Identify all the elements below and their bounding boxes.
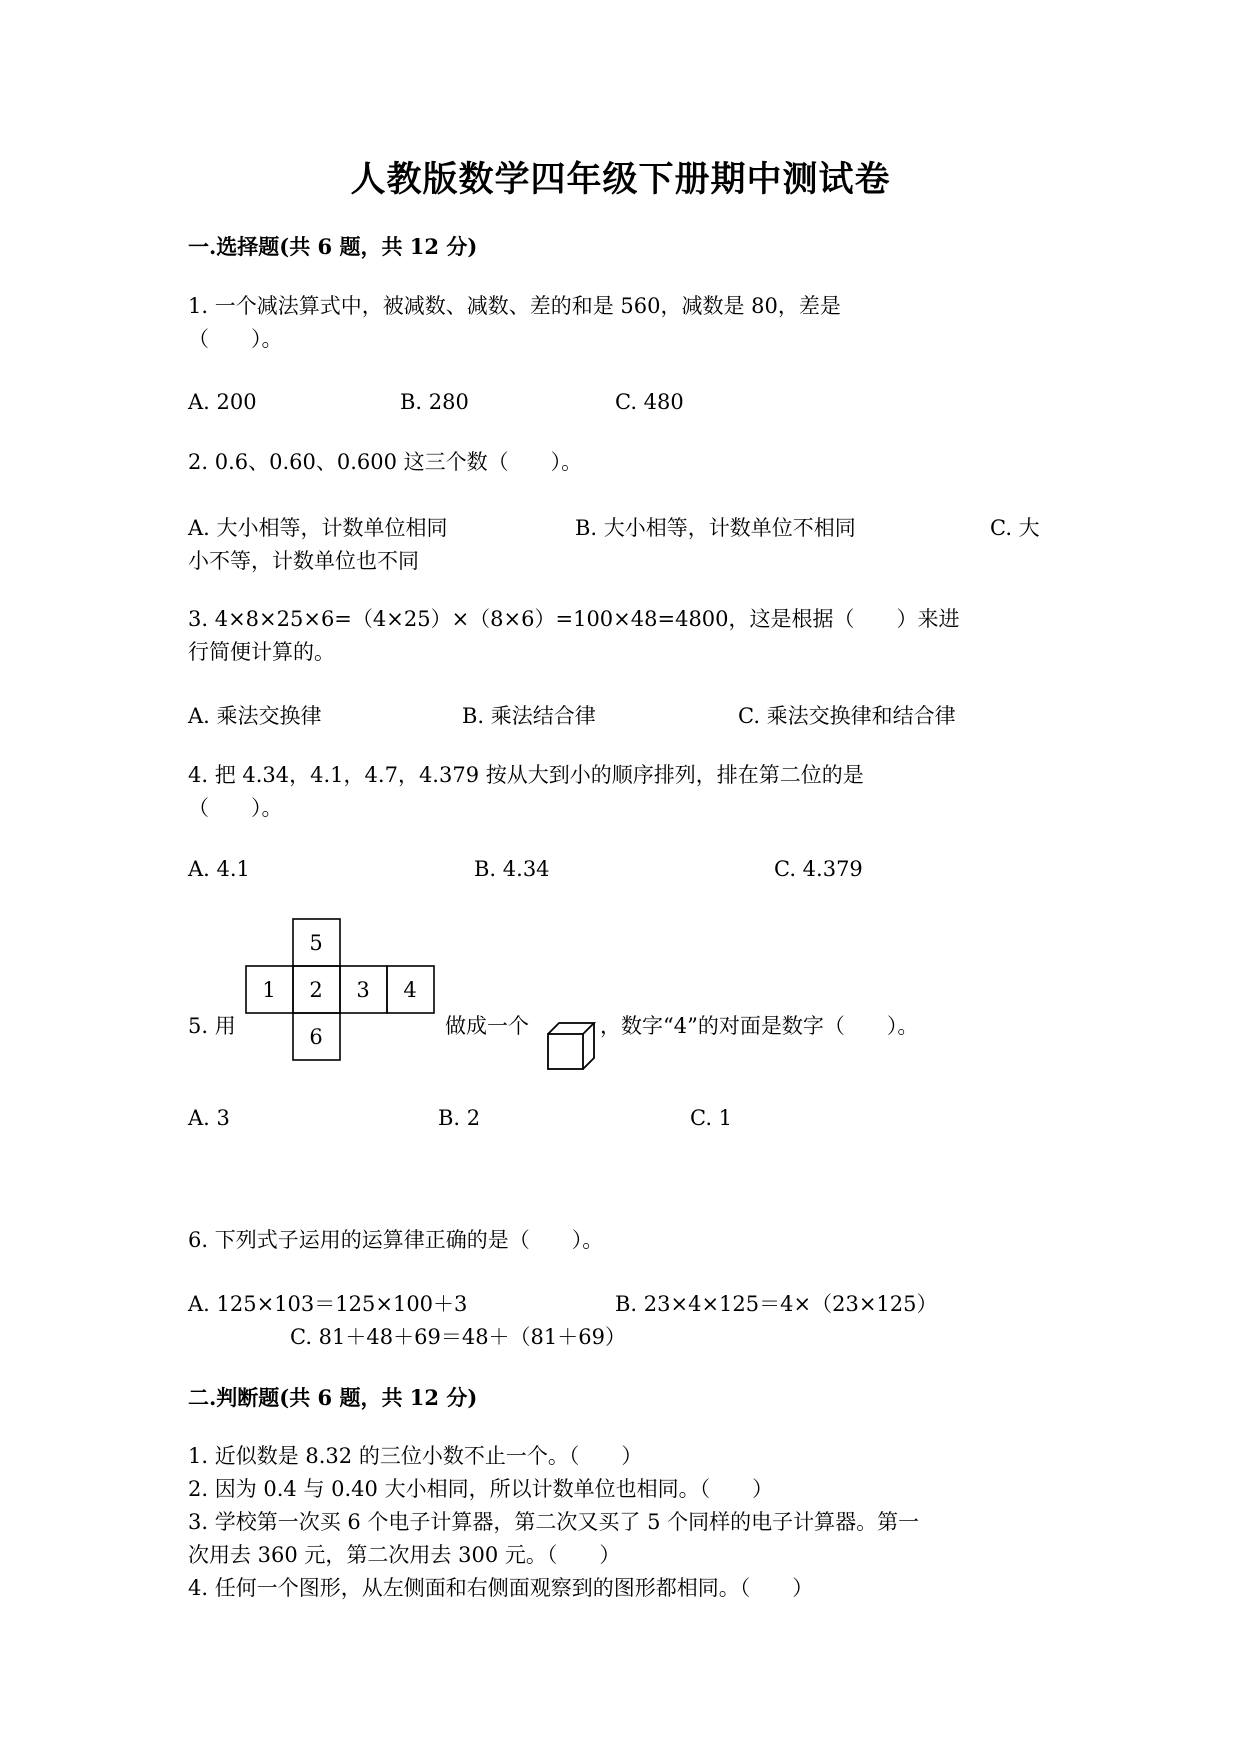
net-label-6: 6 [309,1025,323,1049]
question-5-option-c: C. 1 [690,1106,733,1130]
question-3-option-a: A. 乘法交换律 [188,704,322,728]
question-2-option-b: B. 大小相等，计数单位不相同 [575,516,856,540]
question-5-suffix: ，数字“4”的对面是数字（ ）。 [600,1014,919,1038]
cube-net-figure [245,918,441,1065]
net-label-1: 1 [262,978,276,1002]
section-heading-choice: 一.选择题(共 6 题，共 12 分) [188,234,478,259]
question-5-option-a: A. 3 [188,1106,230,1130]
page-title: 人教版数学四年级下册期中测试卷 [350,160,891,200]
question-5-prefix: 5. 用 [188,1014,236,1038]
question-3-option-c: C. 乘法交换律和结合律 [738,704,956,728]
question-1-option-a: A. 200 [188,390,257,414]
net-label-3: 3 [356,978,370,1002]
net-label-2: 2 [309,978,323,1002]
judgment-item-4: 4. 任何一个图形，从左侧面和右侧面观察到的图形都相同。（ ） [188,1576,814,1600]
question-6-option-c: C. 81＋48＋69＝48＋（81＋69） [290,1325,626,1349]
question-1-option-b: B. 280 [400,390,469,414]
question-4-option-a: A. 4.1 [188,857,250,881]
judgment-item-2: 2. 因为 0.4 与 0.40 大小相同，所以计数单位也相同。（ ） [188,1477,774,1501]
question-2-option-c-continued: 小不等，计数单位也不同 [188,549,419,573]
cube-icon [545,1020,597,1072]
section-heading-judgment: 二.判断题(共 6 题，共 12 分) [188,1385,478,1410]
question-1-line2: （ ）。 [188,327,283,351]
question-6-line1: 6. 下列式子运用的运算律正确的是（ ）。 [188,1228,604,1252]
question-6-option-b: B. 23×4×125＝4×（23×125） [615,1292,938,1316]
question-4-option-b: B. 4.34 [474,857,550,881]
question-5-middle: 做成一个 [445,1014,529,1038]
judgment-item-3-line1: 3. 学校第一次买 6 个电子计算器，第二次又买了 5 个同样的电子计算器。第一 [188,1510,920,1534]
judgment-item-1: 1. 近似数是 8.32 的三位小数不止一个。（ ） [188,1444,643,1468]
question-4-line2: （ ）。 [188,796,283,820]
question-6-option-a: A. 125×103＝125×100＋3 [188,1292,468,1316]
judgment-item-3-line2: 次用去 360 元，第二次用去 300 元。（ ） [188,1543,621,1567]
net-label-4: 4 [403,978,417,1002]
question-3-line2: 行简便计算的。 [188,640,335,664]
question-3-line1: 3. 4×8×25×6=（4×25）×（8×6）=100×48=4800，这是根据（ ）来进 [188,607,960,631]
question-1-line1: 1. 一个减法算式中，被减数、减数、差的和是 560，减数是 80，差是 [188,294,841,318]
question-1-option-c: C. 480 [615,390,684,414]
net-label-5: 5 [309,931,323,955]
question-3-option-b: B. 乘法结合律 [462,704,596,728]
question-2-line1: 2. 0.6、0.60、0.600 这三个数（ ）。 [188,450,583,474]
question-2-option-c: C. 大 [990,516,1040,540]
question-4-option-c: C. 4.379 [774,857,863,881]
question-4-line1: 4. 把 4.34，4.1，4.7，4.379 按从大到小的顺序排列，排在第二位的是 [188,763,864,787]
question-2-option-a: A. 大小相等，计数单位相同 [188,516,448,540]
question-5-option-b: B. 2 [438,1106,481,1130]
